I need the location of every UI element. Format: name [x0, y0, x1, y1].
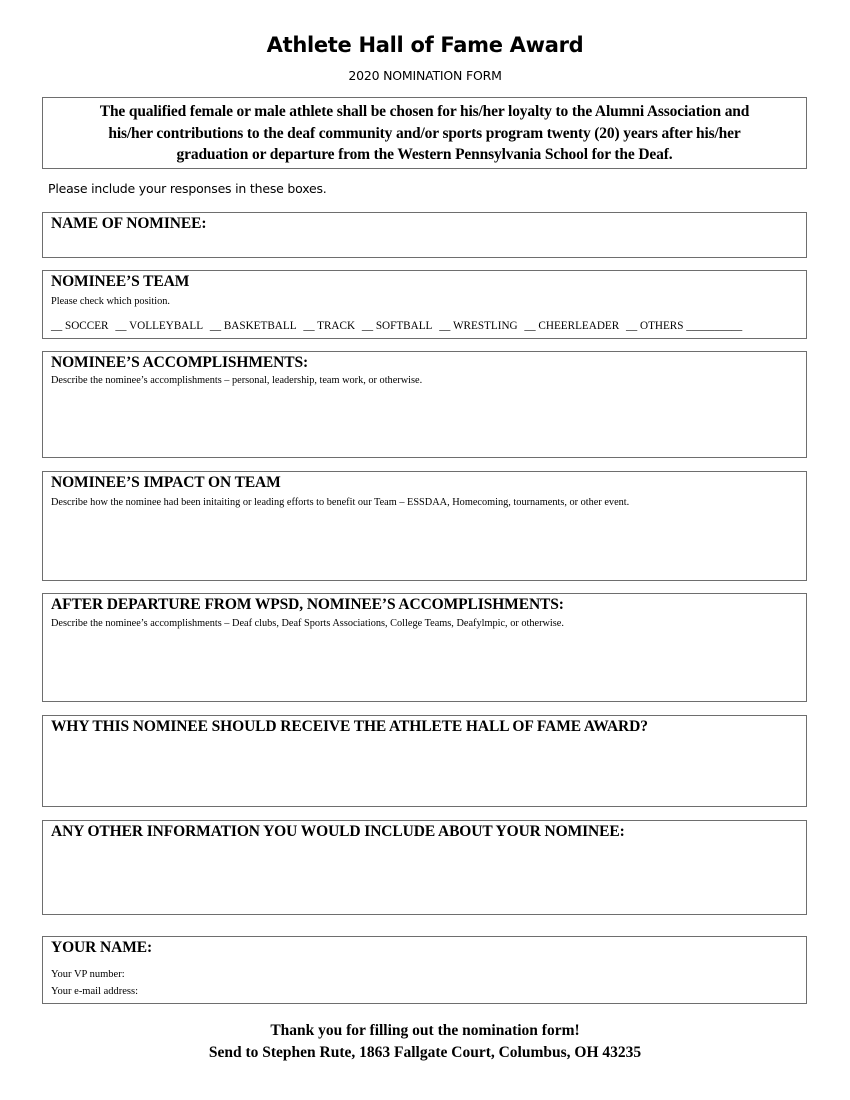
- accomplishments-field[interactable]: [49, 392, 800, 453]
- eligibility-line: his/her contributions to the deaf community and/or sports program twenty (20) years after his/her: [108, 124, 741, 142]
- form-subtitle: 2020 NOMINATION FORM: [348, 68, 502, 83]
- team-option-cheerleader[interactable]: __ CHEERLEADER: [524, 320, 620, 332]
- form-title: Athlete Hall of Fame Award: [266, 33, 584, 57]
- section-title: YOUR NAME:: [51, 939, 153, 956]
- section-description: Describe how the nominee had been initaiting or leading efforts to benefit our Team – ESSDAA, Homecoming, tournaments, or other event.: [51, 497, 630, 508]
- eligibility-line: The qualified female or male athlete shall be chosen for his/her loyalty to the Alumni Association and: [99, 103, 750, 120]
- email-label: Your e-mail address:: [51, 986, 139, 997]
- impact-box[interactable]: [42, 471, 807, 581]
- eligibility-line: graduation or departure from the Western Pennsylvania School for the Deaf.: [176, 146, 673, 163]
- team-option-soccer[interactable]: __ SOCCER: [51, 320, 109, 332]
- section-description: Describe the nominee’s accomplishments – personal, leadership, team work, or otherwise.: [51, 375, 423, 386]
- after-departure-box[interactable]: [42, 593, 807, 702]
- team-option-basketball[interactable]: __ BASKETBALL: [209, 320, 297, 332]
- section-title: ANY OTHER INFORMATION YOU WOULD INCLUDE ABOUT YOUR NOMINEE:: [51, 823, 625, 840]
- team-option-others[interactable]: __ OTHERS __________: [626, 320, 743, 332]
- team-option-wrestling[interactable]: __ WRESTLING: [439, 320, 518, 332]
- section-title: NOMINEE’S ACCOMPLISHMENTS:: [51, 354, 309, 371]
- section-description: Describe the nominee’s accomplishments – Deaf clubs, Deaf Sports Associations, College Teams, Deafylmpic, or otherwise.: [51, 618, 564, 629]
- impact-field[interactable]: [49, 514, 800, 576]
- your-name-box[interactable]: [42, 936, 807, 1004]
- why-box[interactable]: [42, 715, 807, 807]
- team-option-track[interactable]: __ TRACK: [303, 320, 356, 332]
- section-title: AFTER DEPARTURE FROM WPSD, NOMINEE’S ACCOMPLISHMENTS:: [51, 596, 564, 613]
- section-title: NOMINEE’S TEAM: [51, 273, 190, 290]
- nominee-name-field[interactable]: [49, 235, 800, 253]
- eligibility-box: [42, 97, 807, 169]
- thank-you-text: Thank you for filling out the nomination form!: [270, 1022, 580, 1039]
- team-option-volleyball[interactable]: __ VOLLEYBALL: [115, 320, 204, 332]
- other-info-box[interactable]: [42, 820, 807, 915]
- vp-number-label: Your VP number:: [51, 969, 125, 980]
- section-title: NAME OF NOMINEE:: [51, 215, 207, 232]
- nominee-name-box[interactable]: [42, 212, 807, 258]
- section-description: Please check which position.: [51, 296, 170, 307]
- section-title: WHY THIS NOMINEE SHOULD RECEIVE THE ATHLETE HALL OF FAME AWARD?: [51, 718, 648, 735]
- team-option-softball[interactable]: __ SOFTBALL: [361, 320, 433, 332]
- instructions-text: Please include your responses in these boxes.: [48, 181, 327, 196]
- section-title: NOMINEE’S IMPACT ON TEAM: [51, 474, 281, 491]
- nominee-team-box: [42, 270, 807, 339]
- team-options: [51, 320, 746, 332]
- after-departure-field[interactable]: [49, 636, 800, 697]
- why-field[interactable]: [49, 742, 800, 802]
- other-info-field[interactable]: [49, 847, 800, 910]
- accomplishments-box[interactable]: [42, 351, 807, 458]
- mailing-address: Send to Stephen Rute, 1863 Fallgate Court, Columbus, OH 43235: [208, 1044, 642, 1061]
